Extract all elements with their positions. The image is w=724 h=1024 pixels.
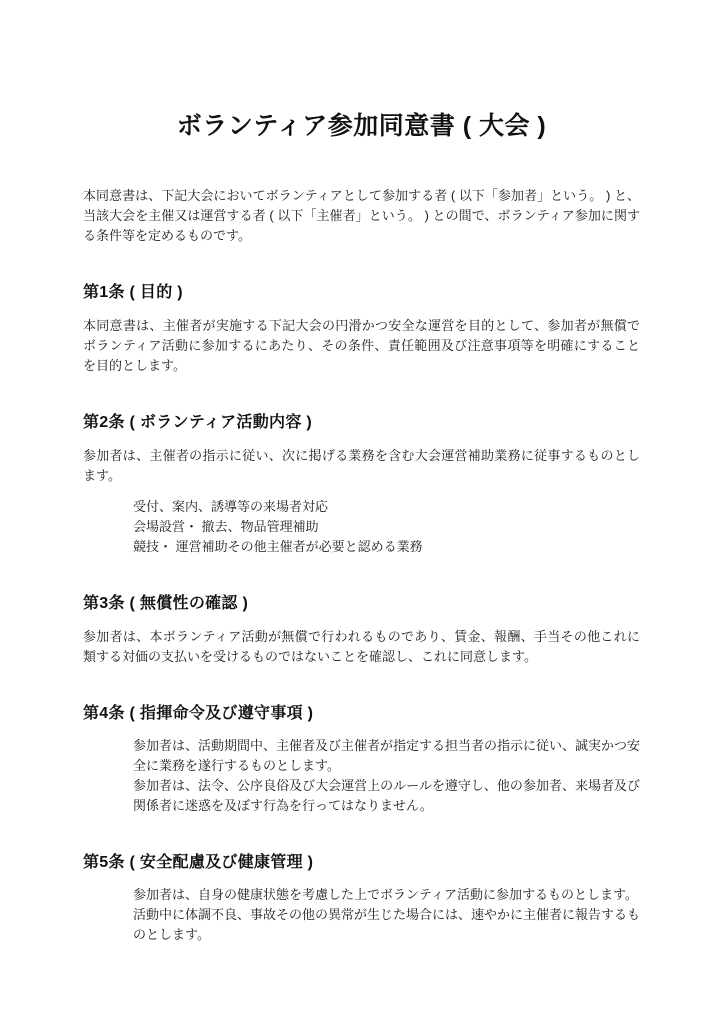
- article-4-paragraph: 参加者は、活動期間中、主催者及び主催者が指定する担当者の指示に従い、誠実かつ安全に業務を遂行するものとします。: [133, 738, 641, 773]
- activity-list-item: 競技・ 運営補助その他主催者が必要と認める業務: [133, 539, 423, 554]
- section-article-1: [83, 282, 640, 376]
- activity-list: [83, 497, 640, 557]
- article-4-paragraph: 参加者は、法令、公序良俗及び大会運営上のルールを遵守し、他の参加者、来場者及び関係者に迷惑を及ぼす行為を行ってはなりません。: [133, 778, 640, 813]
- article-5-body: [83, 885, 640, 945]
- activity-list-item: 受付、案内、誘導等の来場者対応: [133, 499, 329, 514]
- section-article-5: [83, 852, 640, 945]
- section-article-4: [83, 703, 640, 816]
- article-5-paragraph: 参加者は、自身の健康状態を考慮した上でボランティア活動に参加するものとします。: [133, 887, 638, 902]
- article-2-heading: 第2条 ( ボランティア活動内容 ): [83, 414, 313, 431]
- article-4-heading: 第4条 ( 指揮命令及び遵守事項 ): [83, 705, 314, 722]
- section-article-2: [83, 412, 640, 557]
- article-4-body: [83, 736, 640, 816]
- article-1-heading: 第1条 ( 目的 ): [83, 284, 183, 301]
- section-article-3: [83, 593, 640, 667]
- article-5-paragraph: 活動中に体調不良、事故その他の異常が生じた場合には、速やかに主催者に報告するものとします。: [133, 907, 641, 942]
- article-1-paragraph: 本同意書は、主催者が実施する下記大会の円滑かつ安全な運営を目的として、参加者が無償でボランティア活動に参加するにあたり、その条件、責任範囲及び注意事項等を明確にすることを目的とします。: [83, 318, 640, 373]
- article-3-heading: 第3条 ( 無償性の確認 ): [83, 595, 249, 612]
- article-2-paragraph: 参加者は、主催者の指示に従い、次に掲げる業務を含む大会運営補助業務に従事するものとします。: [83, 448, 640, 483]
- intro-paragraph: 本同意書は、下記大会においてボランティアとして参加する者 ( 以下「参加者」という。 ) と、当該大会を主催又は運営する者 ( 以下「主催者」という。 ) との間で、ボランティア参加に関する条件等を定めるものです。: [83, 188, 640, 243]
- article-5-heading: 第5条 ( 安全配慮及び健康管理 ): [83, 854, 314, 871]
- document-title: ボランティア参加同意書 ( 大会 ): [176, 112, 547, 140]
- article-3-paragraph: 参加者は、本ボランティア活動が無償で行われるものであり、賃金、報酬、手当その他これに類する対価の支払いを受けるものではないことを確認し、これに同意します。: [83, 629, 640, 664]
- activity-list-item: 会場設営・ 撤去、物品管理補助: [133, 519, 319, 534]
